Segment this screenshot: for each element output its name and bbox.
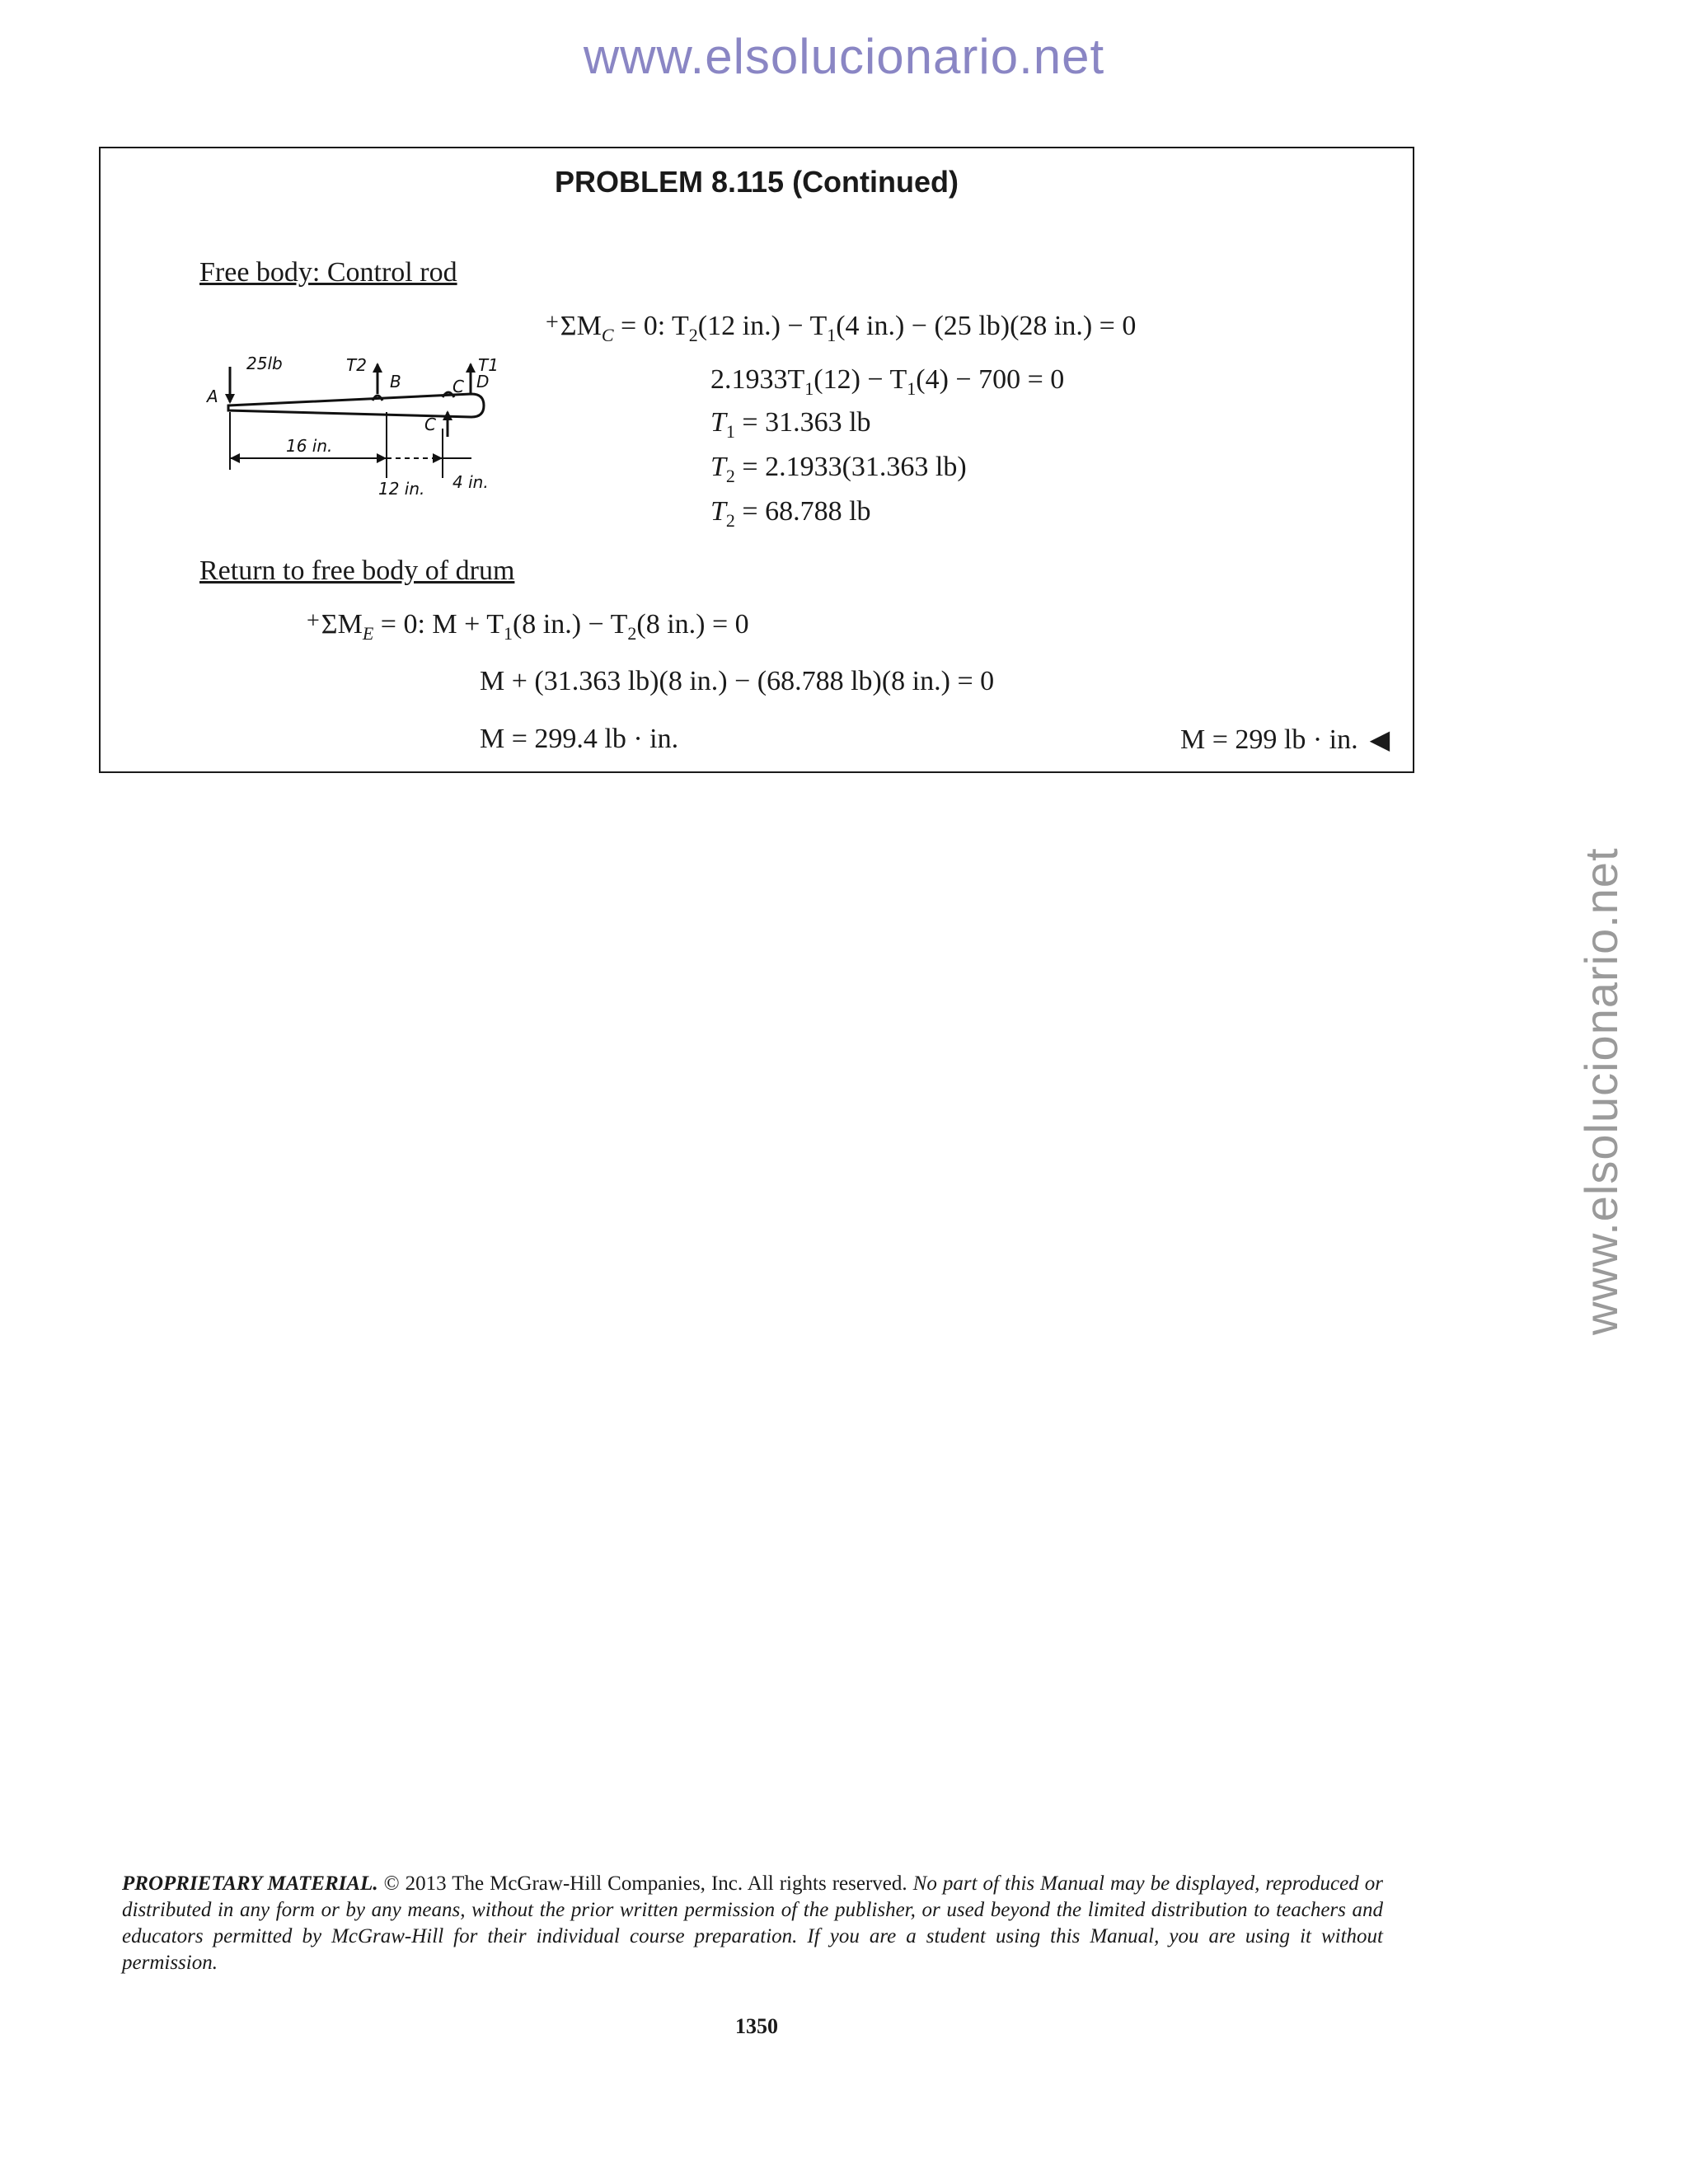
moment-equation-c: $+\Sigma M_C = 0$: $T_2(12$ $in.) - T_1(4$ in.) − (25 lb)(28 in.) = 0	[546, 310, 1137, 345]
sketch-label-force-b: T2	[346, 355, 367, 375]
equation-drum-result: M = 299.4 lb · in.	[480, 724, 679, 754]
equation-t2-substitution: $T_2 = 2.1933(31.363$ lb)	[710, 452, 967, 486]
sketch-label-dim-4: 4 in.	[452, 472, 489, 492]
copyright-footer: PROPRIETARY MATERIAL. © 2013 The McGraw-Hill Companies, Inc. All rights reserved. No part of this Manual may be displayed, reproduced or distributed in any form or by any means, without the prior written permission of the publisher, or used beyond the limited distribution to teachers and educators permitted by McGraw-Hill for their individual course preparation. If you are a student using this Manual, you are using it without permission.	[122, 1872, 1383, 1974]
watermark-top: www.elsolucionario.net	[583, 29, 1105, 84]
section-heading-control-rod: Free body: Control rod	[199, 257, 457, 288]
ccw-moment-icon: +	[307, 608, 320, 634]
sketch-label-force-d: T1	[478, 355, 499, 375]
final-answer: M = 299 lb · in. ◀	[1180, 724, 1390, 755]
sketch-label-dim-12: 12 in.	[378, 479, 425, 499]
page-number: 1350	[735, 2014, 778, 2038]
ccw-moment-icon: +	[546, 310, 559, 335]
watermark-side: www.elsolucionario.net	[1575, 847, 1627, 1335]
answer-marker-icon: ◀	[1369, 724, 1390, 755]
sketch-label-dim-16: 16 in.	[286, 436, 333, 456]
sketch-label-point-b: B	[390, 372, 401, 391]
equation-step-2: $2.1933T_1(12) - T_1(4) - 700 = 0$	[710, 364, 1065, 399]
sketch-label-point-a: A	[207, 387, 218, 406]
solution-box	[99, 147, 1414, 773]
sketch-label-reaction-c: C	[424, 415, 436, 434]
equation-t2-result: $T_2 = 68.788$ lb	[710, 496, 871, 531]
problem-title: PROBLEM 8.115 (Continued)	[554, 165, 959, 199]
section-heading-drum: Return to free body of drum	[199, 555, 515, 586]
sketch-label-point-c: C	[452, 377, 464, 396]
equation-t1-result: $T_1 = 31.363$ lb	[710, 407, 871, 442]
control-rod-sketch	[195, 354, 607, 511]
sketch-label-force-a: 25lb	[246, 354, 283, 373]
sketch-label-point-d: D	[476, 372, 490, 391]
equation-drum-substitution: M + (31.363 lb)(8 in.) − (68.788 lb)(8 in.) = 0	[480, 666, 995, 696]
moment-equation-e: $+\Sigma M_E = 0$: $M + T_1(8$ $in.) - T_2(8$ in.) = 0	[307, 608, 749, 644]
